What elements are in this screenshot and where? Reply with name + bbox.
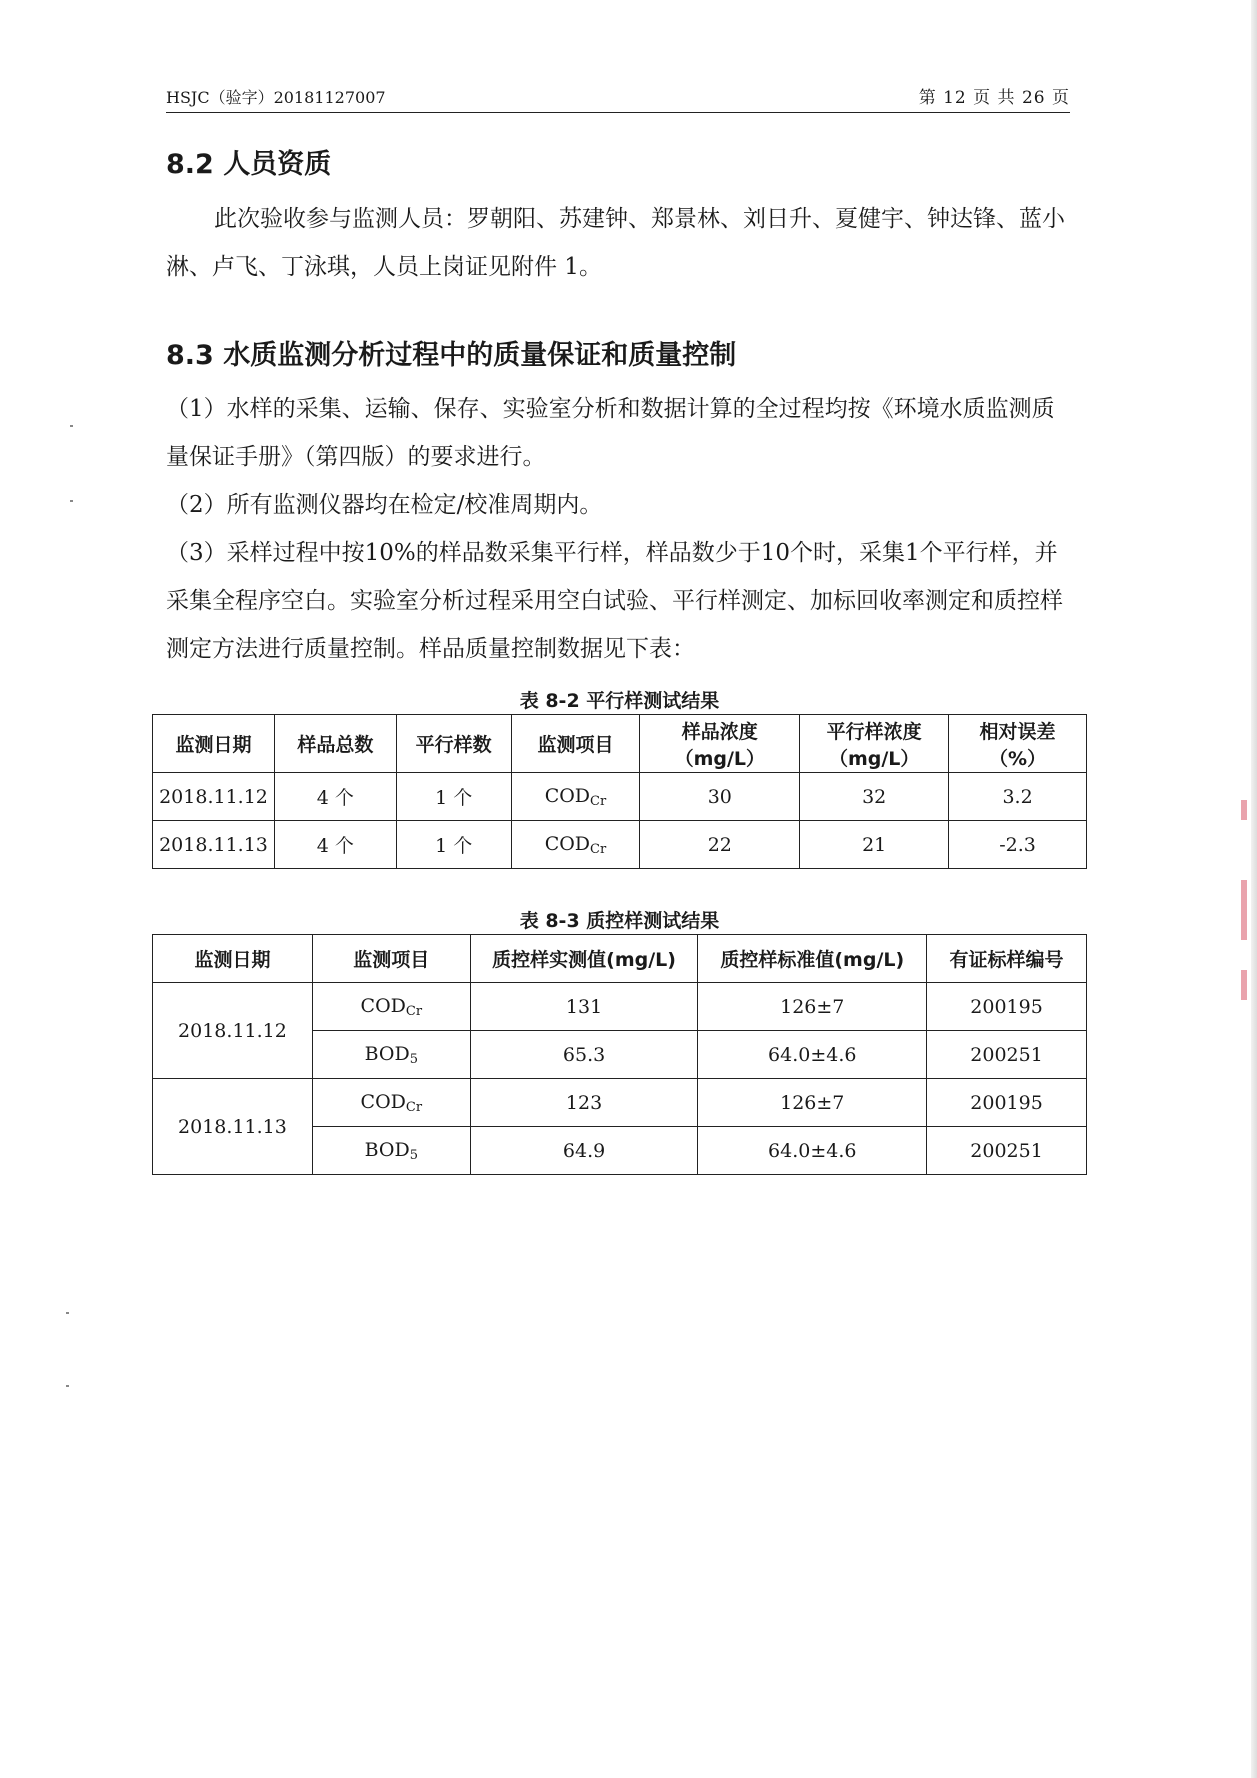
cert-number-cell: 200251 — [927, 1127, 1087, 1175]
header-cell: 监测项目 — [312, 935, 470, 983]
measured-cell: 65.3 — [470, 1031, 698, 1079]
cert-number-cell: 200195 — [927, 983, 1087, 1031]
relative-error-cell: -2.3 — [949, 821, 1087, 869]
date-cell: 2018.11.12 — [153, 983, 313, 1079]
item-cell: $COD_{Cr}$ — [511, 773, 640, 821]
table-8-2-caption: 表 8-2 平行样测试结果 — [519, 690, 720, 712]
document-id: HSJC（验字）20181127007 — [166, 88, 386, 107]
page-number: 第 12 页 共 26 页 — [918, 88, 1070, 108]
table-row — [153, 1079, 1087, 1127]
parallel-conc-cell: 21 — [800, 821, 949, 869]
table-8-3-caption: 表 8-3 质控样测试结果 — [519, 910, 720, 932]
stamp-fragment — [1241, 880, 1247, 940]
qa-paragraph-2: （2）所有监测仪器均在检定/校准周期内。 — [166, 492, 603, 518]
table-row — [153, 983, 1087, 1031]
parallel-count-cell: 1 个 — [396, 821, 511, 869]
page-edge — [1251, 0, 1257, 1778]
item-cell: $COD_{Cr}$ — [312, 1079, 470, 1127]
item-cell: $BOD_5$ — [312, 1127, 470, 1175]
header-cell: 监测日期 — [153, 715, 275, 773]
header-cell: 监测项目 — [511, 715, 640, 773]
header-cell: 监测日期 — [153, 935, 313, 983]
date-cell: 2018.11.12 — [153, 773, 275, 821]
header-cell: 有证标样编号 — [927, 935, 1087, 983]
qc-sample-table — [152, 934, 1087, 1175]
standard-cell: 126±7 — [698, 1079, 927, 1127]
measured-cell: 131 — [470, 983, 698, 1031]
measured-cell: 64.9 — [470, 1127, 698, 1175]
qa-paragraph-3: （3）采样过程中按10%的样品数采集平行样，样品数少于10个时，采集1个平行样，并采集全程序空白。实验室分析过程采用空白试验、平行样测定、加标回收率测定和质控样测定方法进行质量控制。样品质量控制数据见下表： — [166, 540, 1063, 662]
scan-speck — [66, 1385, 69, 1387]
standard-cell: 126±7 — [698, 983, 927, 1031]
table-row — [153, 773, 1087, 821]
relative-error-cell: 3.2 — [949, 773, 1087, 821]
scan-speck — [66, 1312, 69, 1314]
stamp-fragment — [1241, 800, 1247, 820]
standard-cell: 64.0±4.6 — [698, 1031, 927, 1079]
header-cell: 相对误差 （%） — [949, 715, 1087, 773]
cert-number-cell: 200195 — [927, 1079, 1087, 1127]
item-cell: $BOD_5$ — [312, 1031, 470, 1079]
scan-speck — [70, 425, 73, 427]
parallel-count-cell: 1 个 — [396, 773, 511, 821]
personnel-paragraph: 此次验收参与监测人员：罗朝阳、苏建钟、郑景林、刘日升、夏健宇、钟达锋、蓝小淋、卢飞、丁泳琪，人员上岗证见附件 1。 — [166, 206, 1065, 280]
date-cell: 2018.11.13 — [153, 821, 275, 869]
parallel-sample-table — [152, 714, 1087, 869]
date-cell: 2018.11.13 — [153, 1079, 313, 1175]
sample-conc-cell: 30 — [640, 773, 800, 821]
scan-speck — [70, 500, 73, 502]
qa-paragraph-1: （1）水样的采集、运输、保存、实验室分析和数据计算的全过程均按《环境水质监测质量保证手册》（第四版）的要求进行。 — [166, 396, 1055, 470]
item-cell: $COD_{Cr}$ — [312, 983, 470, 1031]
table-row — [153, 821, 1087, 869]
total-cell: 4 个 — [274, 821, 396, 869]
table-header-row — [153, 935, 1087, 983]
header-cell: 平行样数 — [396, 715, 511, 773]
measured-cell: 123 — [470, 1079, 698, 1127]
standard-cell: 64.0±4.6 — [698, 1127, 927, 1175]
header-cell: 样品总数 — [274, 715, 396, 773]
section-title-8-2: 8.2 人员资质 — [166, 149, 332, 180]
header-cell: 样品浓度 （mg/L） — [640, 715, 800, 773]
header-cell: 质控样标准值(mg/L) — [698, 935, 927, 983]
page-header — [166, 84, 1070, 113]
header-cell: 平行样浓度 （mg/L） — [800, 715, 949, 773]
section-title-8-3: 8.3 水质监测分析过程中的质量保证和质量控制 — [166, 340, 737, 371]
cert-number-cell: 200251 — [927, 1031, 1087, 1079]
sample-conc-cell: 22 — [640, 821, 800, 869]
item-cell: $COD_{Cr}$ — [511, 821, 640, 869]
parallel-conc-cell: 32 — [800, 773, 949, 821]
header-cell: 质控样实测值(mg/L) — [470, 935, 698, 983]
stamp-fragment — [1241, 970, 1247, 1000]
total-cell: 4 个 — [274, 773, 396, 821]
table-header-row — [153, 715, 1087, 773]
